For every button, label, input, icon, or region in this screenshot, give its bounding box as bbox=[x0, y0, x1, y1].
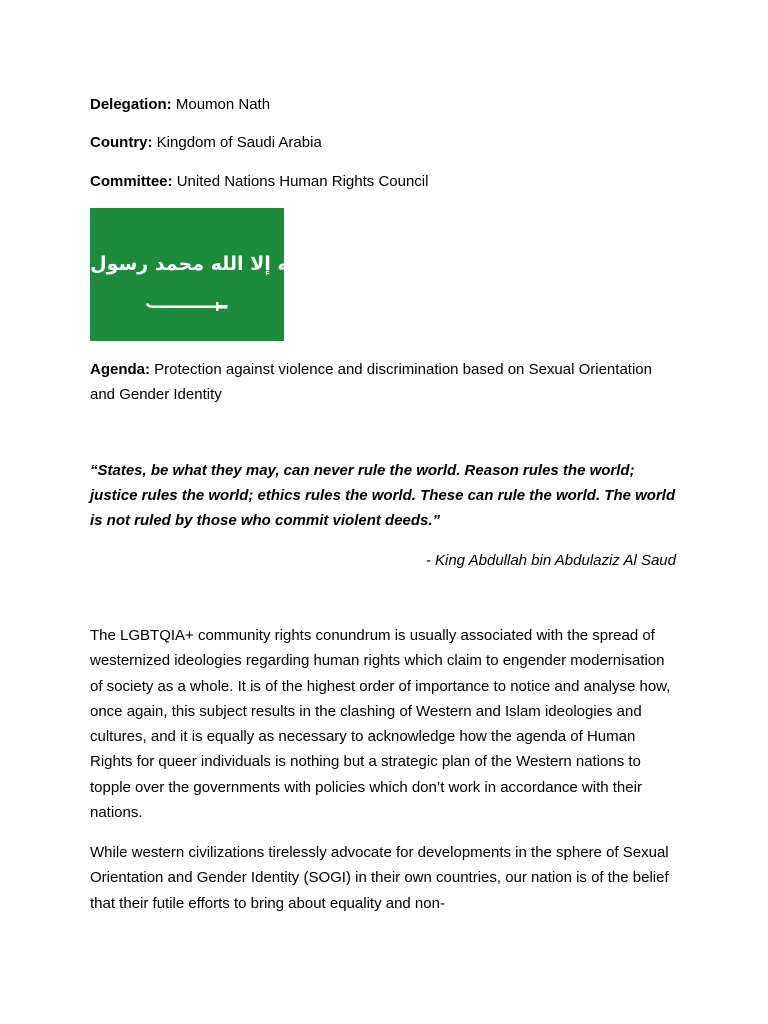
country-line bbox=[90, 133, 322, 153]
saudi-flag-image bbox=[50, 208, 324, 341]
committee-label: Committee: bbox=[90, 173, 173, 190]
agenda-text: Protection against violence and discrimination based on Sexual Orientation and Gender Identity bbox=[90, 361, 652, 403]
delegation-line bbox=[90, 95, 270, 115]
body-paragraph-2: While western civilizations tirelessly advocate for developments in the sphere of Sexual Orientation and Gender Identity (SOGI) in their own countries, our nation is of the belief that their futile efforts to bring about equality and non- bbox=[90, 844, 669, 912]
body-paragraph-1: The LGBTQIA+ community rights conundrum is usually associated with the spread of westernized ideologies regarding human rights which claim to engender modernisation of society as a whole. It is of the highest order of importance to notice and analyse how, once again, this subject results in the clashing of Western and Islam ideologies and cultures, and it is equally as necessary to acknowledge how the agenda of Human Rights for queer individuals is nothing but a strategic plan of the Western nations to topple over the governments with policies which don’t work in accordance with their nations. bbox=[90, 627, 671, 822]
country-value: Kingdom of Saudi Arabia bbox=[156, 134, 322, 151]
delegation-label: Delegation: bbox=[90, 96, 172, 113]
quote-author: - King Abdullah bin Abdulaziz Al Saud bbox=[425, 552, 676, 569]
shahada-script: لا إله إلا الله محمد رسول الله bbox=[50, 253, 324, 275]
quote-text: “States, be what they may, can never rule the world. Reason rules the world; justice rules the world; ethics rules the world. These can rule the world. The world is not ruled by those who commit violent deeds.” bbox=[90, 462, 676, 529]
agenda-label: Agenda: bbox=[90, 361, 150, 378]
agenda-block bbox=[90, 357, 680, 407]
committee-value: United Nations Human Rights Council bbox=[176, 173, 429, 190]
committee-line bbox=[90, 172, 428, 192]
country-label: Country: bbox=[90, 134, 153, 151]
delegation-value: Moumon Nath bbox=[175, 96, 271, 113]
shahada-calligraphy-icon bbox=[51, 253, 324, 275]
